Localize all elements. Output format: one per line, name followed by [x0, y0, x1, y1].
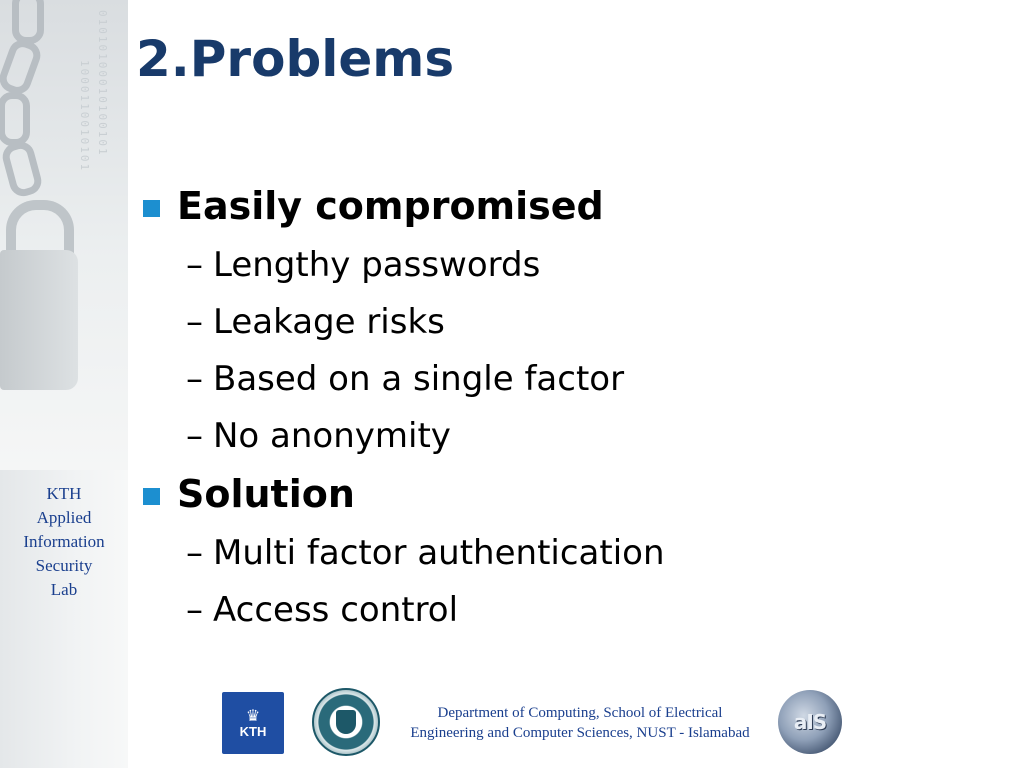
dash-marker: –: [186, 301, 203, 342]
kth-logo: [222, 692, 284, 754]
binary-pattern: 01010100010100101: [96, 10, 109, 157]
bullet-item: [140, 464, 1004, 524]
sub-item: [140, 581, 1004, 638]
lab-label: [0, 482, 128, 602]
kth-logo-text: KTH: [239, 723, 267, 739]
sub-item: [140, 524, 1004, 581]
lab-label-line: Security: [35, 556, 93, 575]
binary-pattern: 1000110010101: [78, 60, 91, 173]
crown-icon: ♛: [245, 705, 261, 725]
dash-marker: –: [186, 532, 203, 573]
lab-label-line: Information: [23, 532, 105, 551]
sub-item-text: No anonymity: [213, 415, 451, 456]
slide-content: [140, 176, 1004, 638]
chain-link: [0, 36, 44, 98]
chain-link: [0, 139, 44, 199]
dash-marker: –: [186, 589, 203, 630]
department-footer-text: Department of Computing, School of Electrical Engineering and Computer Sciences, NUST - Islamabad: [410, 705, 750, 741]
sub-item-text: Multi factor authentication: [213, 532, 665, 573]
dash-marker: –: [186, 415, 203, 456]
square-bullet-icon: [143, 200, 160, 217]
dash-marker: –: [186, 358, 203, 399]
nust-logo: [312, 688, 380, 756]
lab-label-line: KTH: [46, 484, 82, 503]
sub-item: [140, 407, 1004, 464]
sub-item: [140, 350, 1004, 407]
slide-title: 2.Problems: [136, 30, 455, 88]
bullet-item: [140, 176, 1004, 236]
square-bullet-icon: [143, 488, 160, 505]
sub-item-text: Lengthy passwords: [213, 244, 541, 285]
security-lock-image: [0, 0, 128, 470]
lab-label-line: Applied: [36, 508, 92, 527]
chain-link: [12, 0, 44, 44]
bullet-text: Solution: [177, 472, 355, 516]
sub-item: [140, 236, 1004, 293]
sub-item-text: Leakage risks: [213, 301, 445, 342]
ais-logo: [778, 690, 842, 754]
padlock-body: [0, 250, 78, 390]
sub-item-text: Access control: [213, 589, 459, 630]
chain-link: [0, 92, 30, 146]
sub-item-text: Based on a single factor: [213, 358, 625, 399]
sub-item: [140, 293, 1004, 350]
ais-logo-text: aIS: [793, 710, 827, 734]
left-sidebar: [0, 0, 128, 768]
lab-label-line: Lab: [50, 580, 78, 599]
dash-marker: –: [186, 244, 203, 285]
bullet-text: Easily compromised: [177, 184, 604, 228]
nust-emblem-icon: [336, 710, 356, 734]
